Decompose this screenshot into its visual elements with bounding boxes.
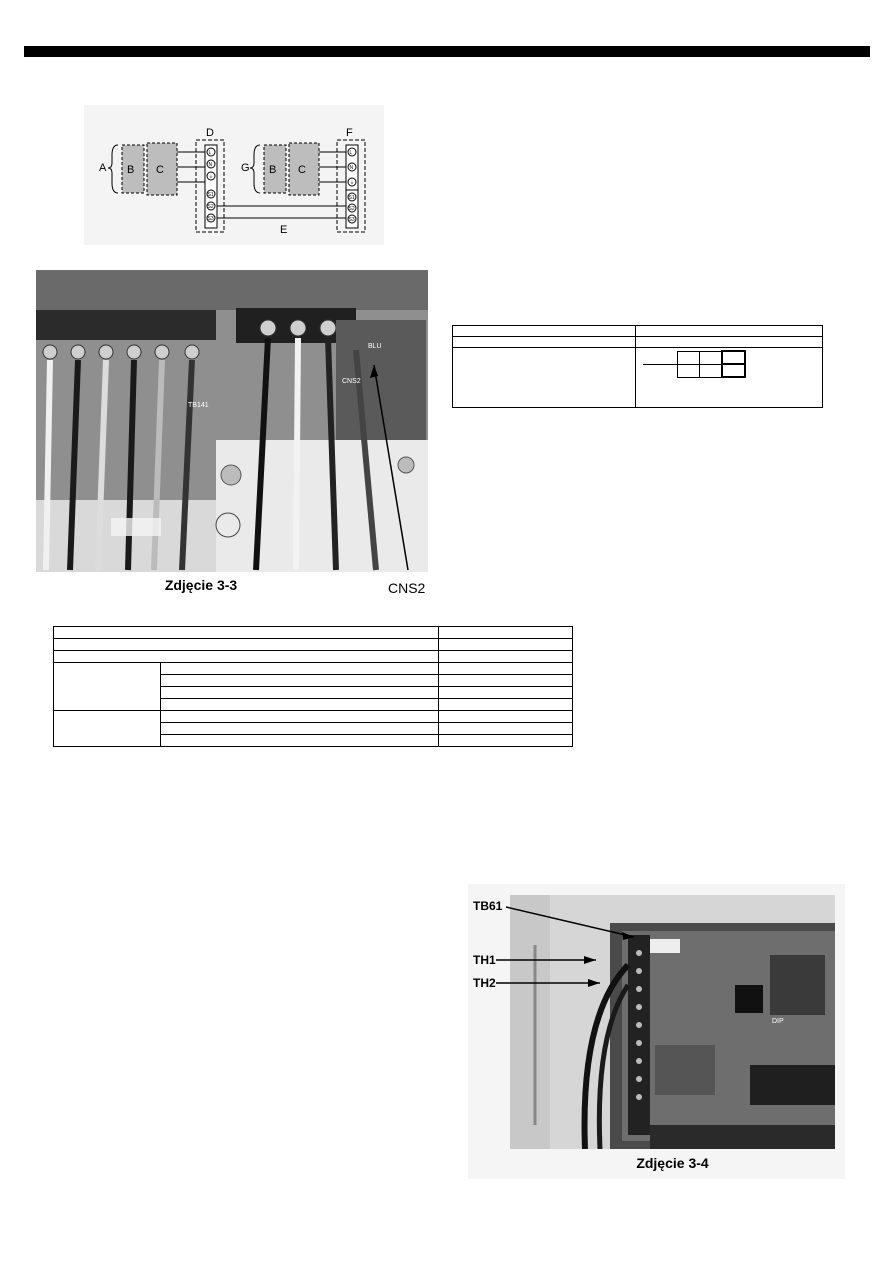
- table-cell: [439, 651, 573, 663]
- th1-callout: TH1: [473, 953, 496, 967]
- table-cell: [636, 348, 823, 408]
- board-label-cns2: CNS2: [342, 378, 361, 385]
- table-row: [54, 663, 573, 675]
- table-cell: [439, 723, 573, 735]
- table-cell: [453, 348, 636, 408]
- table-cell: [439, 639, 573, 651]
- table-row: [453, 348, 823, 408]
- table-cell: [636, 337, 823, 348]
- table-cell: [439, 711, 573, 723]
- table-cell: [54, 711, 161, 747]
- table-row: [54, 639, 573, 651]
- svg-text:⏚: ⏚: [349, 180, 355, 186]
- tb61-callout: TB61: [473, 899, 503, 913]
- table-cell: [54, 651, 439, 663]
- table-cell: [161, 687, 439, 699]
- switch-indicator: [722, 351, 745, 364]
- table-cell: [439, 735, 573, 747]
- top-rule: [24, 46, 870, 57]
- svg-text:L: L: [208, 150, 212, 156]
- svg-text:S2: S2: [207, 204, 214, 210]
- label-c-right: C: [298, 164, 306, 176]
- table-cell: [439, 675, 573, 687]
- svg-text:S2: S2: [348, 206, 355, 212]
- table-cell: [439, 663, 573, 675]
- board-label-dip: DIP: [772, 1018, 784, 1025]
- table-cell: [161, 663, 439, 675]
- label-g: G: [241, 162, 250, 174]
- label-e: E: [280, 224, 288, 236]
- table-row: [453, 337, 823, 348]
- th2-callout: TH2: [473, 976, 496, 990]
- label-f: F: [346, 127, 353, 139]
- table-cell: [453, 326, 636, 337]
- board-label-blu: BLU: [368, 343, 382, 350]
- label-a: A: [99, 162, 107, 174]
- table-row: [54, 627, 573, 639]
- table-cell: [453, 337, 636, 348]
- table-cell: [161, 711, 439, 723]
- cns2-callout-label: CNS2: [388, 580, 426, 596]
- table-main: [53, 626, 573, 747]
- photo-3-3-caption: Zdjęcie 3-3: [164, 577, 238, 593]
- table-row: [453, 326, 823, 337]
- table-right: [452, 325, 823, 408]
- label-b-left: B: [127, 164, 135, 176]
- label-d: D: [206, 127, 214, 139]
- table-cell: [54, 627, 439, 639]
- table-cell: [439, 699, 573, 711]
- svg-text:⏚: ⏚: [208, 174, 214, 180]
- svg-text:N: N: [349, 165, 354, 171]
- table-cell: [161, 723, 439, 735]
- svg-text:S1: S1: [348, 195, 355, 201]
- table-row: [54, 711, 573, 723]
- photo-terminal-wiring: [36, 270, 428, 572]
- svg-text:N: N: [208, 162, 213, 168]
- label-c-left: C: [156, 164, 164, 176]
- wiring-diagram-svg: [84, 105, 384, 245]
- svg-text:S1: S1: [207, 192, 214, 198]
- table-cell: [161, 699, 439, 711]
- switch-indicator: [722, 364, 745, 377]
- table-cell: [439, 627, 573, 639]
- table-cell: [54, 639, 439, 651]
- photo-3-4-callout-arrows: [468, 895, 648, 995]
- svg-text:S3: S3: [207, 216, 214, 222]
- table-cell: [161, 675, 439, 687]
- board-label-tb141: TB141: [188, 402, 209, 409]
- svg-text:S3: S3: [348, 217, 355, 223]
- table-row: [54, 651, 573, 663]
- switch-setting-grid: [643, 350, 746, 378]
- wiring-diagram: [84, 105, 384, 245]
- table-cell: [439, 687, 573, 699]
- photo-3-4-caption: Zdjęcie 3-4: [636, 1155, 709, 1171]
- table-cell: [636, 326, 823, 337]
- label-b-right: B: [269, 164, 277, 176]
- table-cell: [161, 735, 439, 747]
- table-cell: [54, 663, 161, 711]
- svg-text:L: L: [349, 150, 353, 156]
